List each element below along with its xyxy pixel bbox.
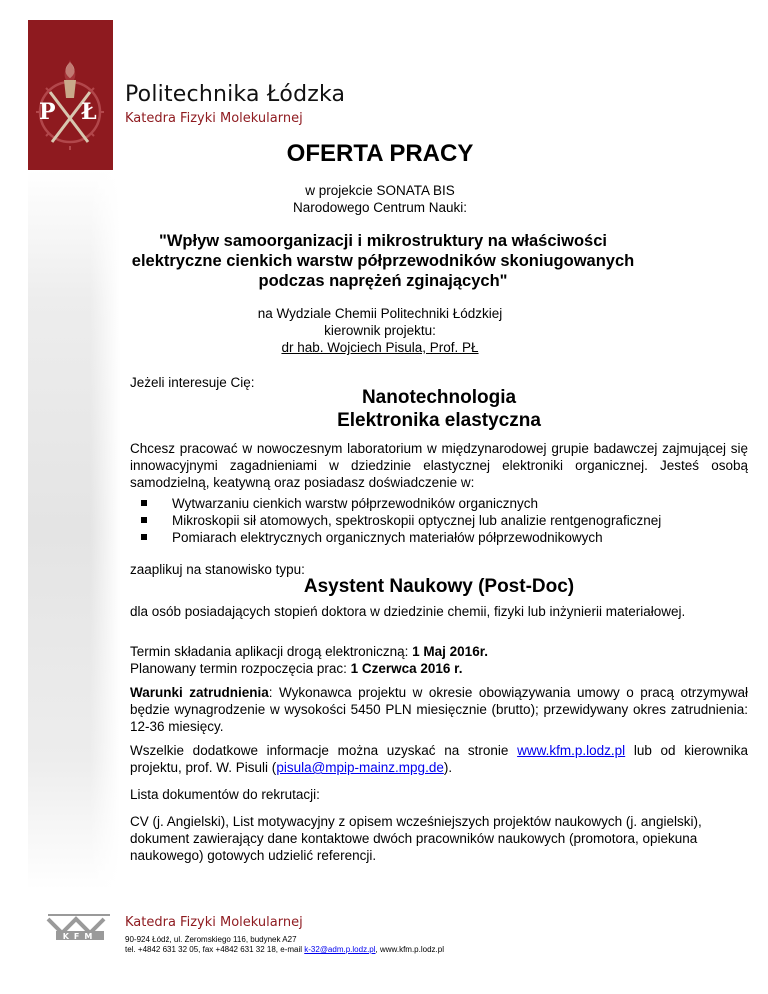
footer-email-link[interactable]: k-32@adm.p.lodz.pl — [304, 945, 376, 954]
svg-text:Ł: Ł — [81, 99, 97, 125]
department-name: Katedra Fizyki Molekularnej — [125, 111, 303, 126]
footer-address-block — [125, 935, 444, 955]
dates-block — [130, 643, 748, 677]
deadline-label: Termin składania aplikacji drogą elektroniczną: — [130, 644, 413, 659]
list-item-text: Mikroskopii sił atomowych, spektroskopii optycznej lub analizie rentgenograficznej — [172, 513, 662, 528]
footer-department: Katedra Fizyki Molekularnej — [125, 915, 303, 930]
documents-list: CV (j. Angielski), List motywacyjny z opisem wcześniejszych projektów naukowych (j. angielski), dokument zawierający dane kontaktowe dwóch pracowników naukowych (promotora, opiekuna naukowego) gotowych udzielić referencji. — [130, 814, 702, 863]
university-logo — [28, 20, 113, 170]
documents-label: Lista dokumentów do rekrutacji: — [130, 787, 320, 802]
position-title: Asystent Naukowy (Post-Doc) — [303, 576, 575, 597]
info-text: Wszelkie dodatkowe informacje można uzyskać na stronie — [130, 743, 518, 758]
website-link[interactable]: www.kfm.p.lodz.pl — [517, 743, 626, 758]
conditions-text: : Wykonawca projektu w okresie obowiązywania umowy o pracą otrzymywał będzie wynagrodzenie w wysokości 5450 PLN miesięcznie (brutto); przewidywany okres zatrudnienia: 12-36 miesięcy. — [130, 685, 749, 734]
start-label: Planowany termin rozpoczęcia prac: — [130, 661, 351, 676]
manager-label: kierownik projektu: — [324, 323, 436, 338]
conditions-label: Warunki zatrudnienia — [130, 685, 269, 700]
footer-contact — [125, 945, 444, 955]
apply-intro: zaaplikuj na stanowisko typu: — [130, 562, 305, 577]
logo-letters: P — [39, 99, 56, 125]
info-text: ). — [443, 760, 453, 775]
project-title: "Wpływ samoorganizacji i mikrostruktury na właściwości elektryczne cienkich warstw półprzewodników skoniugowanych podczas naprężeń zginających" — [131, 232, 635, 290]
job-description: Chcesz pracować w nowoczesnym laboratorium w międzynarodowej grupie badawczej zajmującej się innowacyjnymi zagadnieniami w dziedzinie elastycznej elektroniki organicznej. Jesteś osobą samodzielną, keatywną oraz posiadasz doświadczenie w: — [130, 441, 748, 490]
project-line-2: Narodowego Centrum Nauki: — [292, 200, 468, 215]
torch-emblem-icon — [28, 20, 113, 170]
start-value: 1 Czerwca 2016 r. — [350, 661, 463, 676]
manager-name: dr hab. Wojciech Pisula, Prof. PŁ — [281, 340, 479, 355]
list-item — [130, 512, 661, 529]
project-program — [130, 182, 630, 216]
additional-info — [130, 742, 748, 776]
faculty-line: na Wydziale Chemii Politechniki Łódzkiej — [257, 306, 503, 321]
footer-address: 90-924 Łódź, ul. Żeromskiego 116, budynek A27 — [125, 935, 297, 944]
side-decoration — [28, 170, 120, 890]
interest-intro: Jeżeli interesuje Cię: — [130, 375, 255, 390]
topics-heading — [130, 386, 748, 432]
footer-contact-text: tel. +4842 631 32 05, fax +4842 631 32 18, e-mail — [125, 945, 305, 954]
project-line-1: w projekcie SONATA BIS — [305, 183, 455, 198]
deadline-value: 1 Maj 2016r. — [412, 644, 488, 659]
topic-nanotechnology: Nanotechnologia — [361, 387, 517, 408]
kfm-logo-icon — [46, 913, 112, 943]
email-link[interactable]: pisula@mpip-mainz.mpg.de — [276, 760, 444, 775]
project-manager-block — [130, 305, 630, 356]
list-item-text: Pomiarach elektrycznych organicznych materiałów półprzewodnikowych — [172, 530, 603, 545]
list-item — [130, 529, 661, 546]
list-item — [130, 495, 661, 512]
info-text: lub od kierownika projektu, prof. W. Pisuli ( — [130, 743, 749, 775]
position-requirements: dla osób posiadających stopień doktora w dziedzinie chemii, fizyki lub inżynierii materiałowej. — [130, 604, 686, 619]
bullet-square-icon — [141, 534, 147, 540]
employment-conditions — [130, 684, 748, 735]
kfm-logo-text: KFM — [62, 932, 98, 941]
page-title: OFERTA PRACY — [286, 140, 474, 167]
bullet-square-icon — [141, 500, 147, 506]
footer-contact-text: , www.kfm.p.lodz.pl — [375, 945, 444, 954]
experience-list — [130, 495, 661, 546]
bullet-square-icon — [141, 517, 147, 523]
deadline-line — [130, 643, 748, 660]
topic-flexible-electronics: Elektronika elastyczna — [337, 410, 541, 431]
start-line — [130, 660, 748, 677]
university-name: Politechnika Łódzka — [125, 82, 346, 107]
list-item-text: Wytwarzaniu cienkich warstw półprzewodników organicznych — [172, 496, 539, 511]
